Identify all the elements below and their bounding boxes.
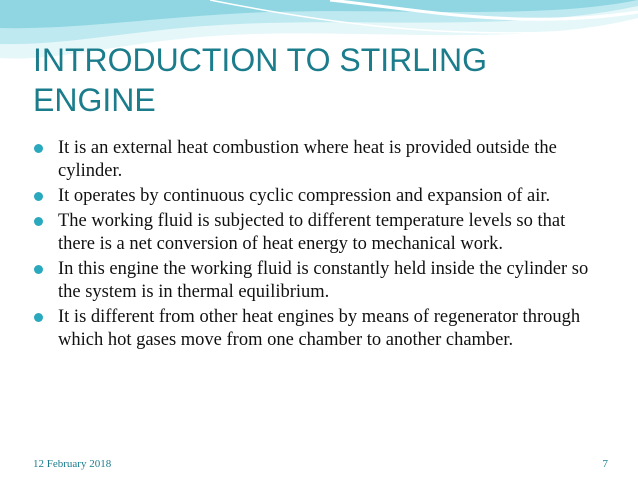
bullet-dot-icon [34, 265, 43, 274]
bullet-dot-icon [34, 192, 43, 201]
slide-title-line: ENGINE [33, 82, 156, 118]
bullet-dot-icon [34, 313, 43, 322]
bullet-text: The working fluid is subjected to different temperature levels so that there is a net conversion of heat energy to mechanical work. [58, 211, 566, 254]
bullet-item [30, 258, 605, 304]
slide-title [33, 40, 613, 120]
bullet-item [30, 306, 605, 352]
bullet-item [30, 210, 605, 256]
bullet-text: It is different from other heat engines by means of regenerator through which hot gases move from one chamber to another chamber. [58, 307, 581, 350]
slide-title-line: INTRODUCTION TO STIRLING [33, 42, 487, 78]
bullet-dot-icon [34, 217, 43, 226]
bullet-list [30, 137, 605, 354]
bullet-text: In this engine the working fluid is constantly held inside the cylinder so the system is in thermal equilibrium. [58, 259, 589, 302]
bullet-text: It is an external heat combustion where heat is provided outside the cylinder. [58, 138, 557, 181]
bullet-item [30, 137, 605, 183]
bullet-text: It operates by continuous cyclic compression and expansion of air. [58, 186, 551, 206]
page-number: 7 [602, 458, 608, 470]
bullet-item [30, 185, 605, 208]
bullet-dot-icon [34, 144, 43, 153]
footer-date: 12 February 2018 [33, 458, 112, 470]
